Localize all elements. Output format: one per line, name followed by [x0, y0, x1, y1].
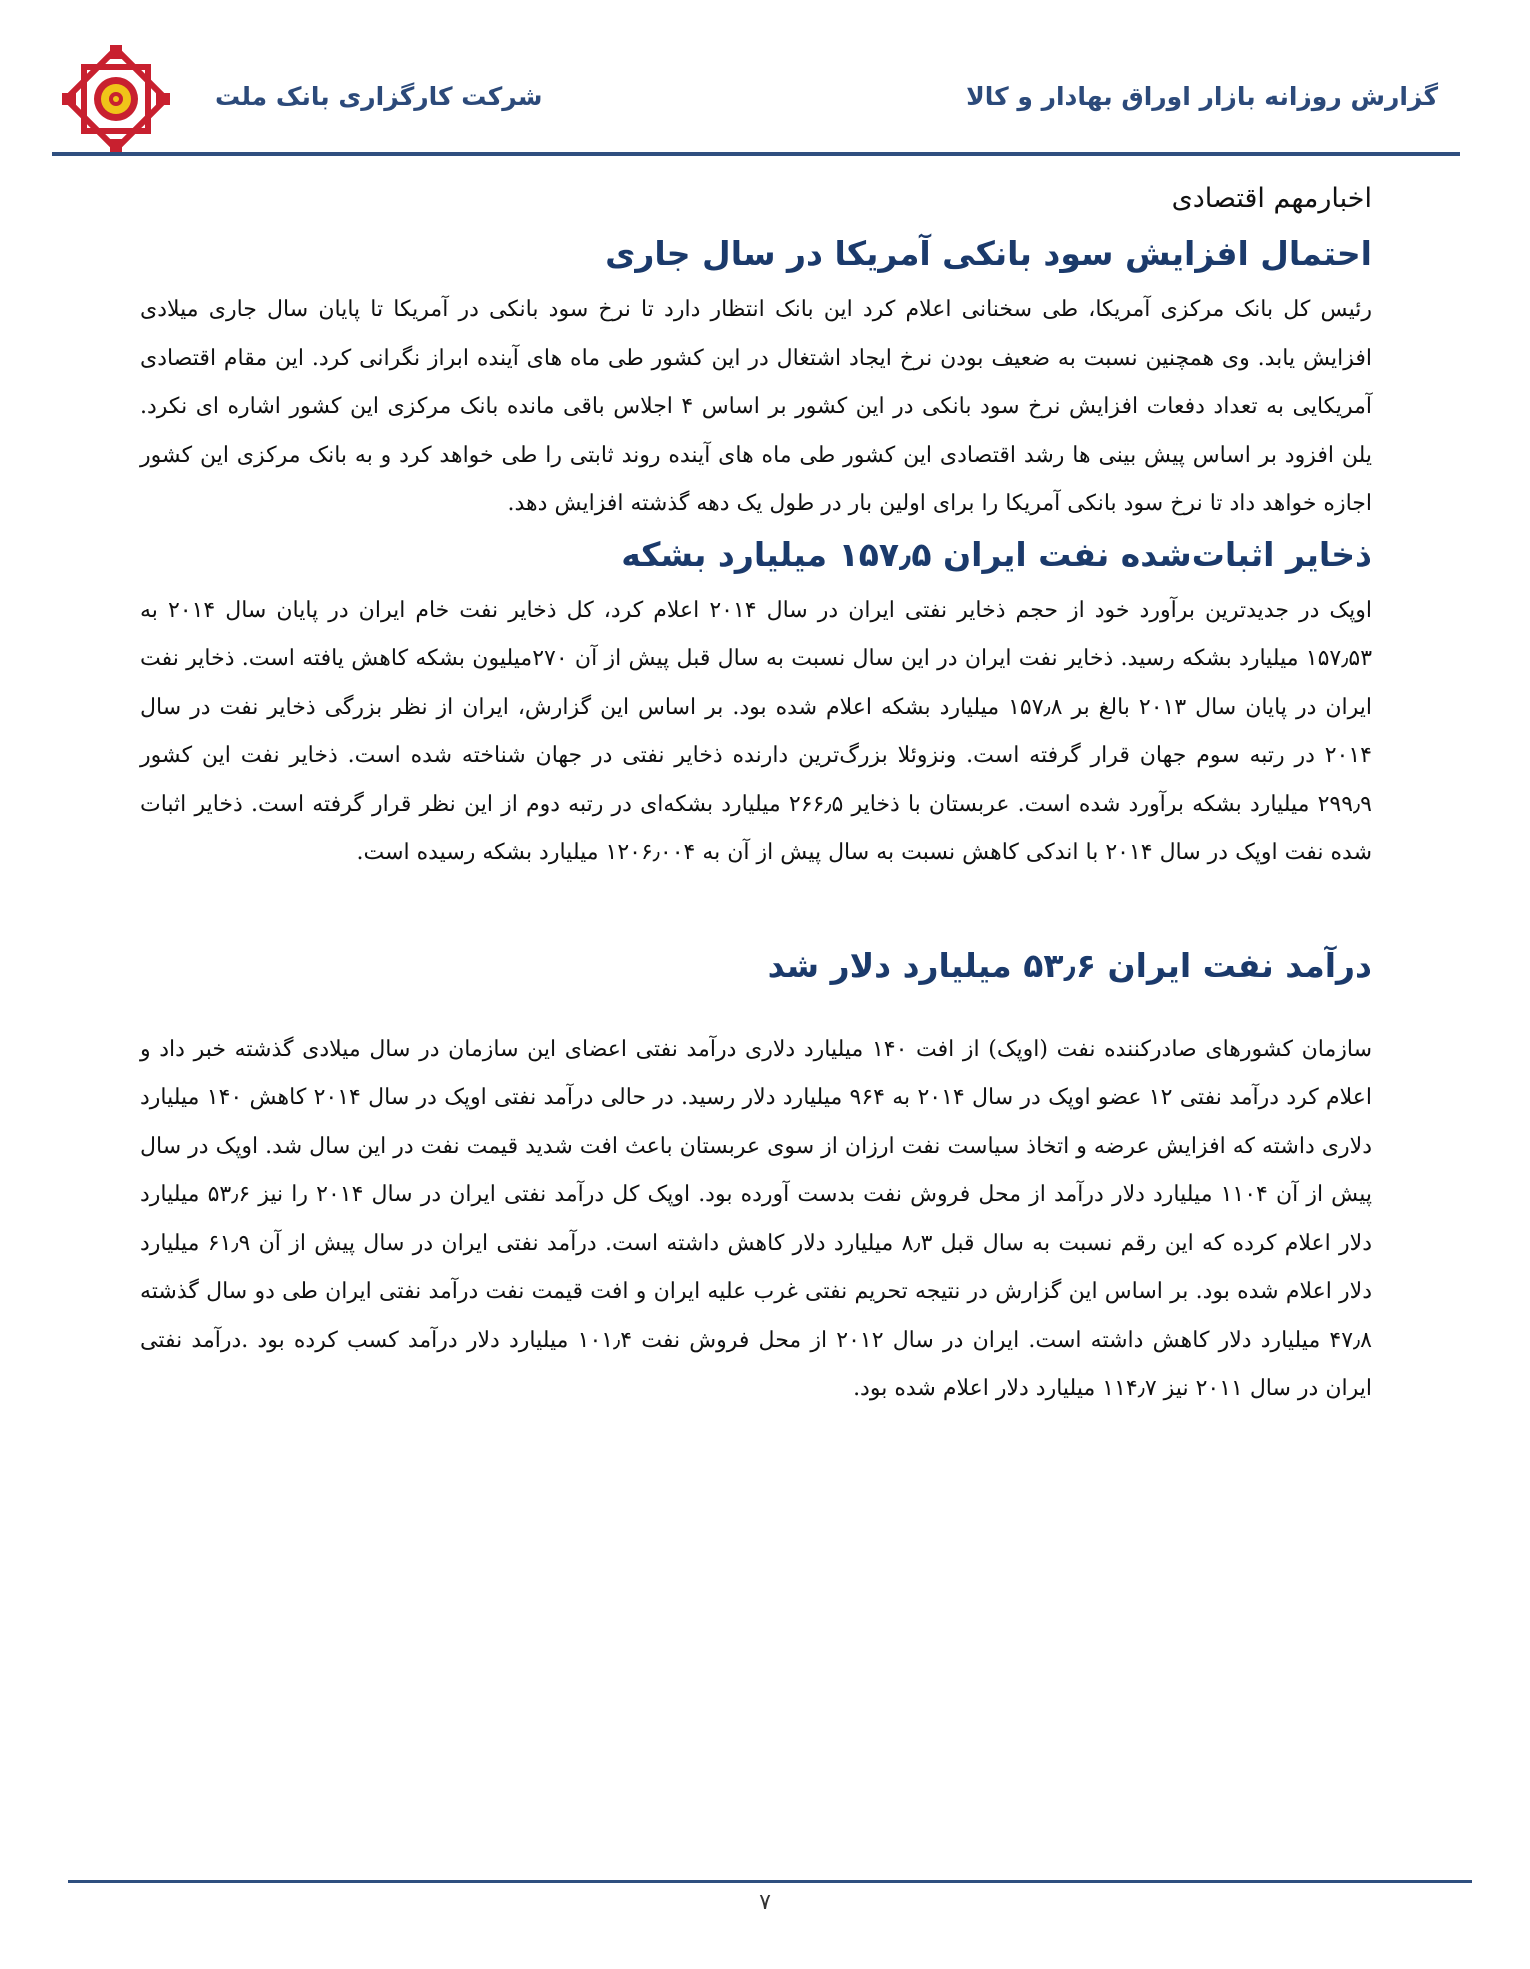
page-number: ۷	[759, 1890, 771, 1915]
article-body: اوپک در جدیدترین برآورد خود از حجم ذخایر نفتی ایران در سال ۲۰۱۴ اعلام کرد، کل ذخایر نفت خام ایران در پایان سال ۲۰۱۴ به ۱۵۷٫۵۳ میلیارد بشکه رسید. ذخایر نفت ایران در این سال نسبت به سال قبل پیش از آن ۲۷۰میلیون بشکه کاهش یافته است. ذخایر نفت ایران در پایان سال ۲۰۱۳ بالغ بر ۱۵۷٫۸ میلیارد بشکه اعلام شده بود. بر اساس این گزارش، ایران از نظر بزرگی ذخایر نفت در سال ۲۰۱۴ در رتبه سوم جهان قرار گرفته است. ونزوئلا بزرگ‌ترین دارنده ذخایر نفتی در جهان شناخته شده است. ذخایر نفت این کشور ۲۹۹٫۹ میلیارد بشکه برآورد شده است. عربستان با ذخایر ۲۶۶٫۵ میلیارد بشکه‌ای در رتبه دوم از این نظر قرار گرفته است. ذخایر اثبات شده نفت اوپک در سال ۲۰۱۴ با اندکی کاهش نسبت به سال پیش از آن به ۱۲۰۶٫۰۰۴ میلیارد بشکه رسیده است.	[140, 597, 1373, 865]
news-article	[140, 228, 1372, 529]
page-header	[0, 0, 1530, 160]
news-article	[140, 529, 1372, 878]
header-divider	[52, 152, 1460, 156]
news-article	[140, 940, 1372, 1414]
company-name: شرکت کارگزاری بانک ملت	[215, 82, 543, 111]
article-body: رئیس کل بانک مرکزی آمریکا، طی سخنانی اعلام کرد این بانک انتظار دارد تا نرخ سود بانکی در آمریکا تا پایان سال جاری میلادی افزایش یابد. وی همچنین نسبت به ضعیف بودن نرخ ایجاد اشتغال در این کشور طی ماه های آینده ابراز نگرانی کرد. این مقام اقتصادی آمریکایی به تعداد دفعات افزایش نرخ سود بانکی در این کشور بر اساس ۴ اجلاس باقی مانده بانک مرکزی این کشور اشاره ای نکرد. یلن افزود بر اساس پیش بینی ها رشد اقتصادی این کشور طی ماه های آینده روند ثابتی را طی خواهد کرد و به بانک مرکزی این کشور اجازه خواهد داد تا نرخ سود بانکی آمریکا را برای اولین بار در طول یک دهه گذشته افزایش دهد.	[140, 297, 1372, 516]
page-content	[140, 178, 1372, 1414]
report-title: گزارش روزانه بازار اوراق بهادار و کالا	[966, 82, 1438, 111]
article-headline: درآمد نفت ایران ۵۳٫۶ میلیارد دلار شد	[767, 945, 1372, 985]
bank-mellat-logo-icon	[62, 45, 170, 153]
footer-divider	[68, 1880, 1472, 1883]
article-headline: ذخایر اثبات‌شده نفت ایران ۱۵۷٫۵ میلیارد بشکه	[621, 534, 1372, 574]
article-body: سازمان کشورهای صادرکننده نفت (اوپک) از افت ۱۴۰ میلیارد دلاری درآمد نفتی اعضای این سازمان در سال میلادی گذشته خبر داد و اعلام کرد درآمد نفتی ۱۲ عضو اوپک در سال ۲۰۱۴ به ۹۶۴ میلیارد دلار رسید. در حالی درآمد نفتی اوپک در سال ۲۰۱۴ کاهش ۱۴۰ میلیارد دلاری داشته که افزایش عرضه و اتخاذ سیاست نفت ارزان از سوی عربستان باعث افت شدید قیمت نفت در این سال شد. اوپک در سال پیش از آن ۱۱۰۴ میلیارد دلار درآمد از محل فروش نفت بدست آورده بود. اوپک کل درآمد نفتی ایران در سال ۲۰۱۴ را نیز ۵۳٫۶ میلیارد دلار اعلام کرده که این رقم نسبت به سال قبل ۸٫۳ میلیارد دلار کاهش داشته است. درآمد نفتی ایران در سال پیش از آن ۶۱٫۹ میلیارد دلار اعلام شده بود. بر اساس این گزارش در نتیجه تحریم نفتی غرب علیه ایران و افت قیمت نفت درآمد نفتی ایران طی دو سال گذشته ۴۷٫۸ میلیارد دلار کاهش داشته است. ایران در سال ۲۰۱۲ از محل فروش نفت ۱۰۱٫۴ میلیارد دلار درآمد کسب کرده بود .درآمد نفتی ایران در سال ۲۰۱۱ نیز ۱۱۴٫۷ میلیارد دلار اعلام شده بود.	[140, 1036, 1373, 1401]
article-headline: احتمال افزایش سود بانکی آمریکا در سال جاری	[605, 234, 1372, 273]
section-label: اخبارمهم اقتصادی	[1171, 183, 1372, 214]
